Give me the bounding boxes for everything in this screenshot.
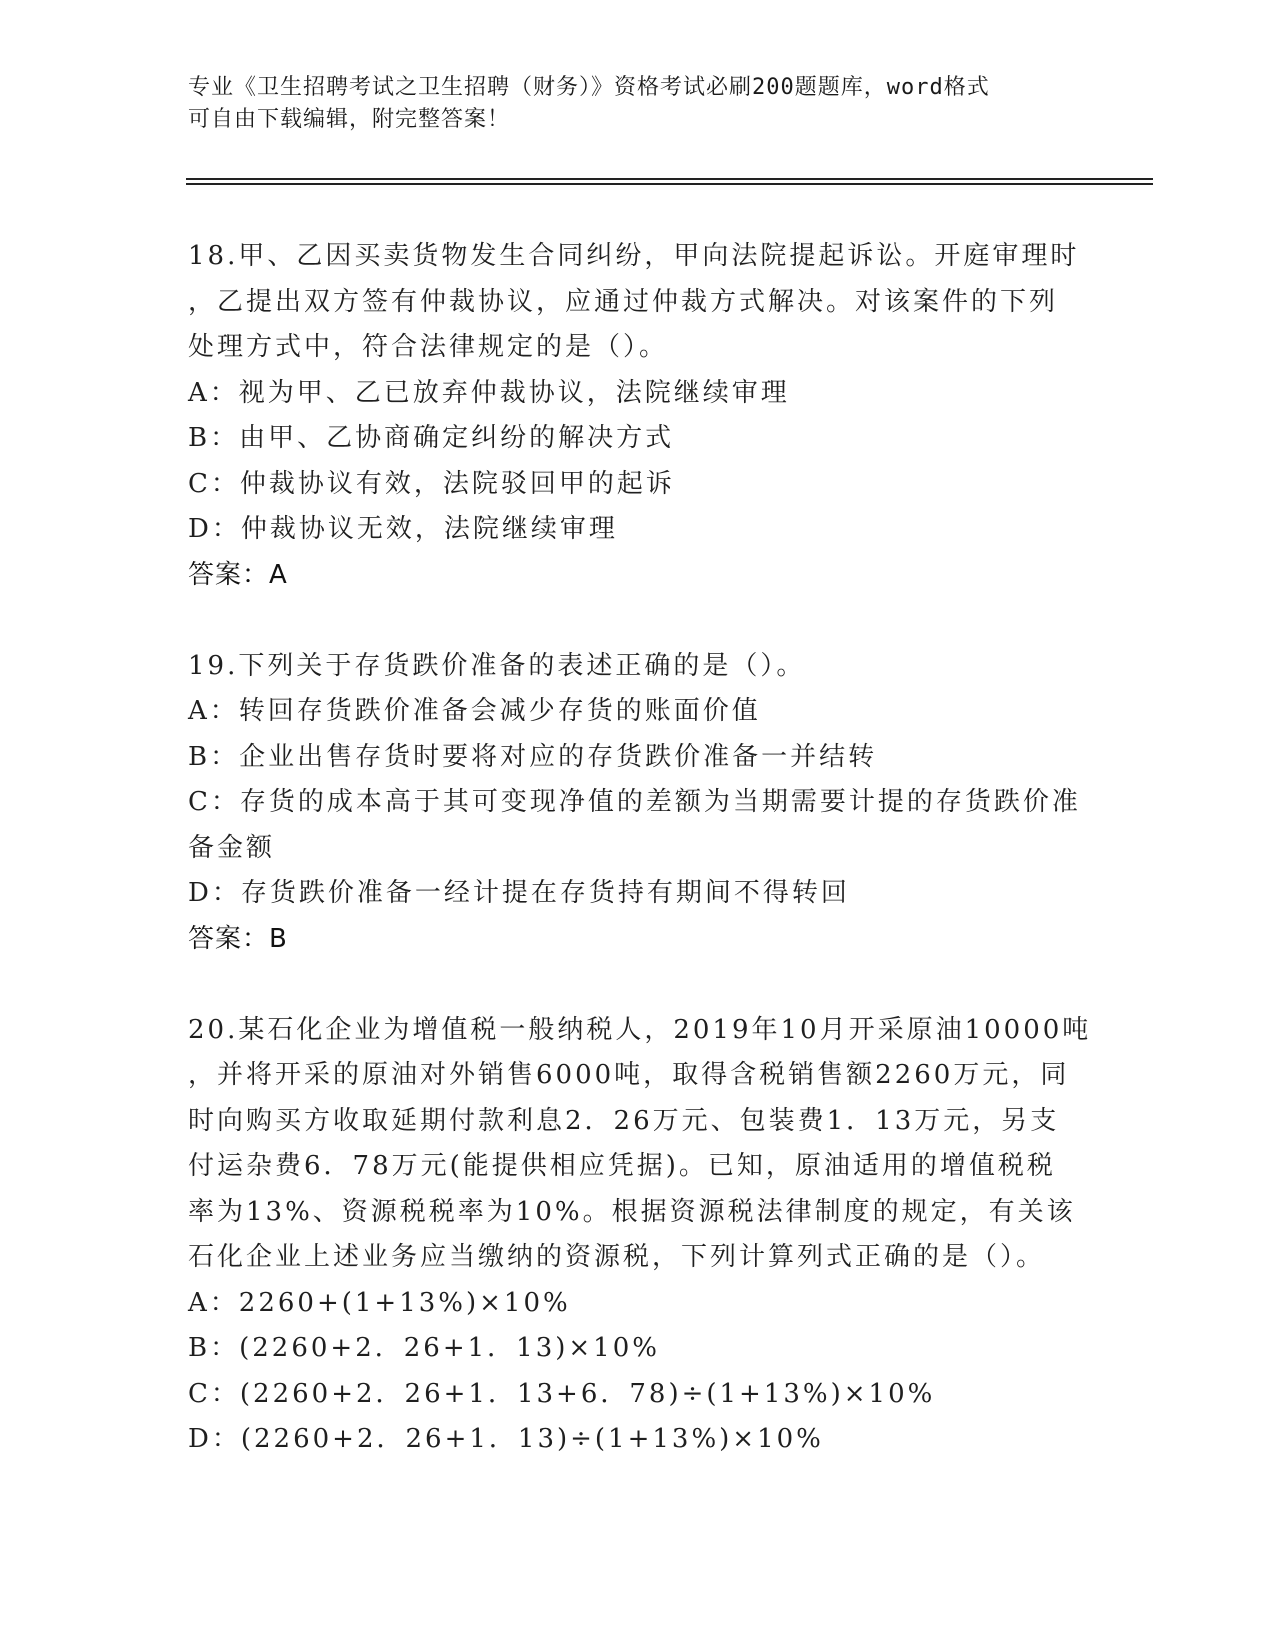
- question-text-line: 20.某石化企业为增值税一般纳税人，2019年10月开采原油10000吨: [188, 1014, 1092, 1045]
- option-d: D：(2260+2．26+1．13)÷(1+13%)×10%: [188, 1424, 824, 1454]
- answer-label: 答案：B: [188, 923, 288, 954]
- question-text-line: 19.下列关于存货跌价准备的表述正确的是（）。: [188, 650, 806, 681]
- question-list: [188, 234, 1092, 1463]
- option-a: A：转回存货跌价准备会减少存货的账面价值: [188, 696, 761, 726]
- option-d: D：存货跌价准备一经计提在存货持有期间不得转回: [188, 878, 850, 908]
- option-c: C：(2260+2．26+1．13+6．78)÷(1+13%)×10%: [188, 1378, 936, 1409]
- option-b: B：(2260+2．26+1．13)×10%: [188, 1333, 660, 1363]
- question-19: [188, 644, 1088, 963]
- question-text-line: ，乙提出双方签有仲裁协议，应通过仲裁方式解决。对该案件的下列: [188, 286, 1059, 317]
- option-c: C：存货的成本高于其可变现净值的差额为当期需要计提的存货跌价准: [188, 787, 1081, 817]
- option-a: A：视为甲、乙已放弃仲裁协议，法院继续审理: [188, 377, 790, 408]
- header-divider-top: [186, 178, 1153, 180]
- question-18: [188, 234, 1088, 598]
- question-spacer: [188, 962, 1088, 1008]
- header-divider-bottom: [186, 183, 1153, 185]
- option-a: A：2260+(1+13%)×10%: [188, 1287, 571, 1318]
- question-spacer: [188, 598, 1088, 644]
- option-b: B：企业出售存货时要将对应的存货跌价准备一并结转: [188, 741, 878, 772]
- option-b: B：由甲、乙协商确定纠纷的解决方式: [188, 423, 675, 453]
- question-text-line: 处理方式中，符合法律规定的是（）。: [188, 332, 669, 362]
- question-20: [188, 1008, 1092, 1463]
- question-text-line: 率为13%、资源税税率为10%。根据资源税法律制度的规定，有关该: [188, 1196, 1076, 1227]
- question-text-line: 付运杂费6．78万元(能提供相应凭据)。已知，原油适用的增值税税: [188, 1151, 1056, 1181]
- question-text-line: 时向购买方收取延期付款利息2．26万元、包装费1．13万元，另支: [188, 1105, 1060, 1136]
- option-d: D：仲裁协议无效，法院继续审理: [188, 514, 618, 544]
- question-text-line: 18.甲、乙因买卖货物发生合同纠纷，甲向法院提起诉讼。开庭审理时: [188, 241, 1080, 271]
- answer-label: 答案：A: [188, 559, 288, 590]
- option-c-continued: 备金额: [188, 832, 276, 863]
- header-line-2: 可自由下载编辑，附完整答案！: [188, 107, 511, 132]
- question-text-line: ，并将开采的原油对外销售6000吨，取得含税销售额2260万元，同: [188, 1060, 1070, 1090]
- header-line-1: 专业《卫生招聘考试之卫生招聘（财务）》资格考试必刷200题题库，word格式: [188, 75, 990, 100]
- option-c: C：仲裁协议有效，法院驳回甲的起诉: [188, 468, 675, 499]
- document-header: [188, 72, 1068, 136]
- question-text-line: 石化企业上述业务应当缴纳的资源税，下列计算列式正确的是（）。: [188, 1242, 1046, 1272]
